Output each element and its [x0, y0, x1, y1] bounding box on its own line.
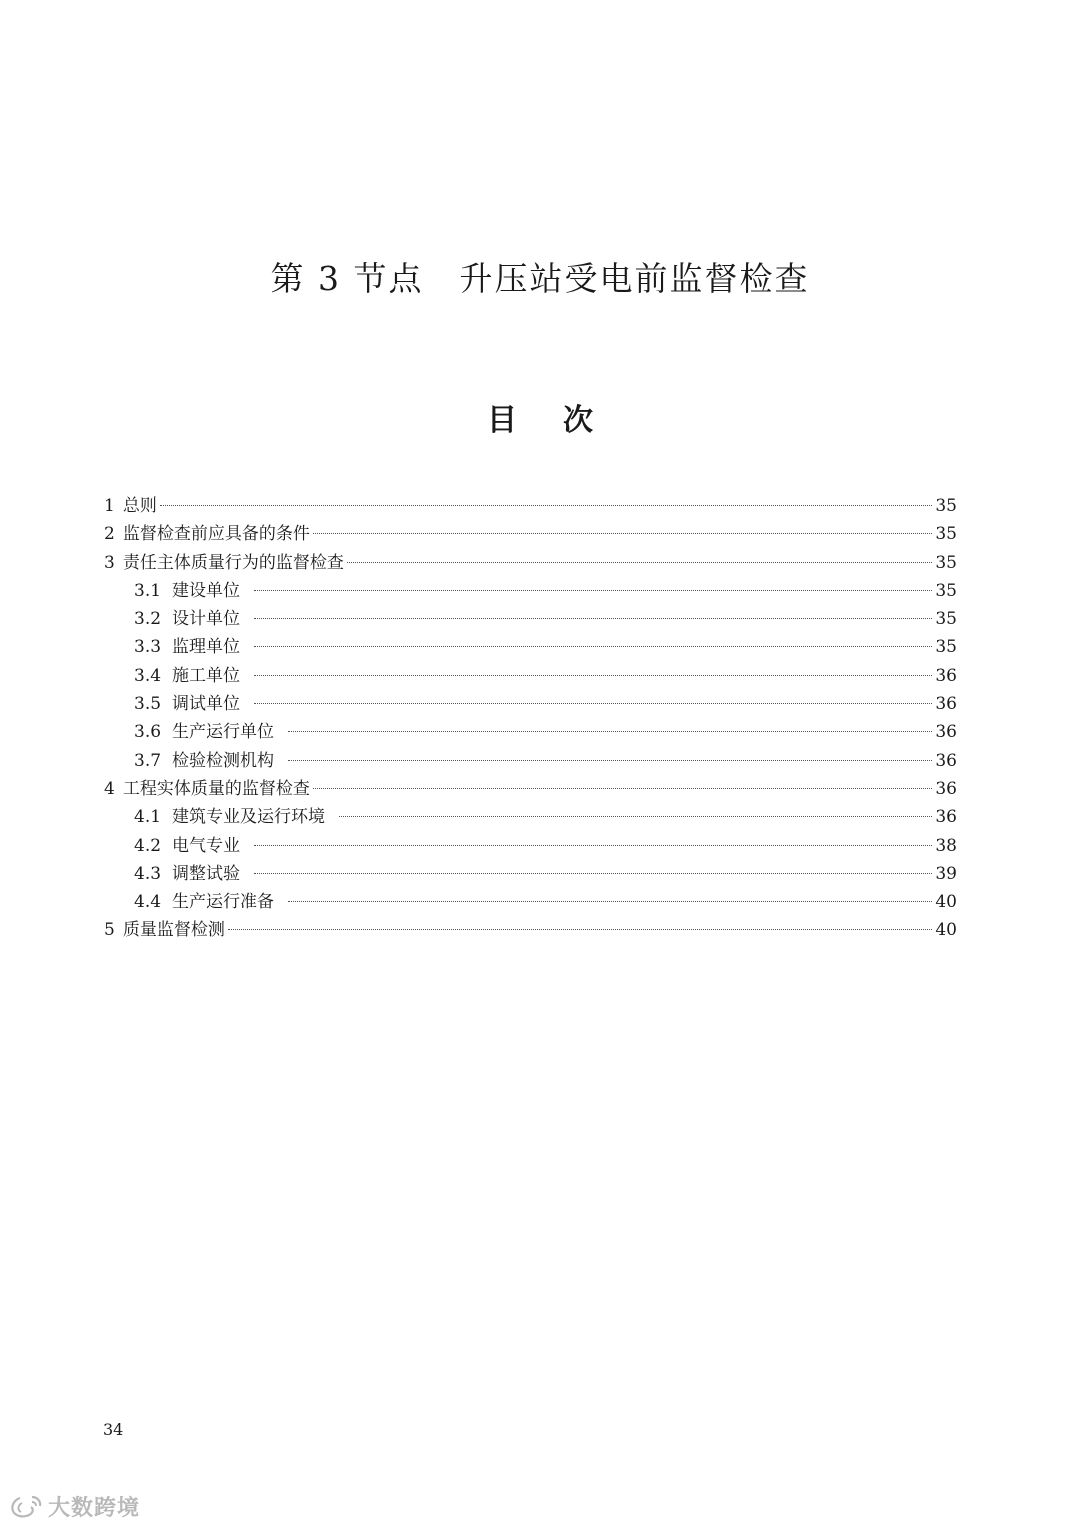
toc-dot-leader [347, 562, 933, 563]
toc-dot-leader [254, 590, 932, 591]
toc-entry[interactable] [104, 747, 957, 775]
toc-entry-title: 施工单位 [172, 665, 241, 686]
toc-entry-number: 3.6 [134, 722, 162, 743]
toc-entry[interactable] [104, 860, 957, 888]
toc-entry-page: 35 [935, 552, 957, 573]
toc-entry-number: 4.3 [134, 863, 162, 884]
toc-entry-title: 总则 [122, 496, 157, 516]
toc-entry-title: 监督检查前应具备的条件 [122, 524, 310, 545]
toc-entry[interactable] [104, 832, 957, 860]
toc-entry-number: 1 [104, 496, 115, 516]
toc-entry-page: 36 [935, 778, 957, 799]
watermark [10, 1491, 140, 1522]
toc-dot-leader [288, 901, 932, 902]
toc-entry-number: 3.3 [134, 637, 162, 658]
toc-entry-page: 35 [935, 609, 957, 630]
toc-entry[interactable] [104, 577, 957, 605]
toc-entry-title: 检验检测机构 [172, 750, 275, 771]
toc-entry[interactable] [104, 916, 957, 944]
toc-entry-page: 40 [935, 892, 957, 913]
toc-entry-page: 35 [935, 496, 957, 516]
toc-entry-number: 3 [104, 552, 115, 573]
toc-entry-page: 40 [935, 920, 957, 941]
toc-entry-number: 3.1 [134, 580, 162, 601]
toc-entry[interactable] [104, 803, 957, 831]
toc-entry[interactable] [104, 888, 957, 916]
toc-entry[interactable] [104, 492, 957, 520]
toc-entry-title: 生产运行单位 [172, 722, 275, 743]
weibo-logo-icon [10, 1494, 44, 1520]
toc-entry-title: 质量监督检测 [122, 920, 225, 941]
toc-entry-number: 4.2 [134, 835, 162, 856]
toc-entry[interactable] [104, 690, 957, 718]
toc-entry-page: 36 [935, 694, 957, 715]
toc-heading [0, 400, 1080, 442]
toc-entry-number: 5 [104, 920, 115, 941]
table-of-contents [104, 492, 957, 945]
toc-entry-title: 设计单位 [172, 609, 241, 630]
toc-entry-number: 3.4 [134, 665, 162, 686]
toc-dot-leader [254, 618, 932, 619]
toc-entry[interactable] [104, 549, 957, 577]
toc-entry-page: 36 [935, 722, 957, 743]
toc-dot-leader [254, 675, 932, 676]
toc-entry[interactable] [104, 662, 957, 690]
toc-dot-leader [313, 533, 933, 534]
toc-entry-title: 调整试验 [172, 863, 241, 884]
toc-dot-leader [160, 505, 933, 506]
page-number: 34 [103, 1420, 124, 1439]
toc-entry-title: 建设单位 [172, 580, 241, 601]
toc-entry-title: 调试单位 [172, 694, 241, 715]
toc-entry-title: 监理单位 [172, 637, 241, 658]
toc-dot-leader [228, 929, 933, 930]
section-title [0, 256, 1080, 302]
toc-entry[interactable] [104, 633, 957, 661]
toc-entry-number: 2 [104, 524, 115, 545]
toc-entry-page: 36 [935, 807, 957, 828]
toc-entry[interactable] [104, 520, 957, 548]
section-title-text: 升压站受电前监督检查 [459, 259, 810, 298]
toc-entry-page: 38 [935, 835, 957, 856]
toc-dot-leader [339, 816, 932, 817]
watermark-text: 大数跨境 [48, 1496, 141, 1521]
toc-dot-leader [254, 646, 932, 647]
section-label: 第 3 节点 [270, 259, 424, 298]
toc-entry-title: 工程实体质量的监督检查 [122, 778, 310, 799]
toc-entry[interactable] [104, 775, 957, 803]
toc-entry-number: 4.1 [134, 807, 162, 828]
toc-dot-leader [288, 760, 932, 761]
toc-entry-number: 3.7 [134, 750, 162, 771]
toc-entry-page: 39 [935, 863, 957, 884]
toc-entry-page: 36 [935, 750, 957, 771]
toc-heading-left: 目 [487, 403, 517, 438]
toc-dot-leader [288, 731, 932, 732]
toc-dot-leader [313, 788, 933, 789]
toc-entry-number: 4.4 [134, 892, 162, 913]
toc-dot-leader [254, 873, 932, 874]
toc-entry[interactable] [104, 605, 957, 633]
toc-entry-number: 3.2 [134, 609, 162, 630]
toc-entry-title: 建筑专业及运行环境 [172, 807, 326, 828]
toc-entry-number: 4 [104, 778, 115, 799]
toc-entry-title: 生产运行准备 [172, 892, 275, 913]
toc-entry-title: 电气专业 [172, 835, 241, 856]
toc-entry-page: 35 [935, 524, 957, 545]
toc-entry-page: 35 [935, 637, 957, 658]
toc-entry[interactable] [104, 718, 957, 746]
toc-dot-leader [254, 703, 932, 704]
toc-entry-page: 35 [935, 580, 957, 601]
toc-heading-right: 次 [563, 403, 593, 438]
toc-entry-number: 3.5 [134, 694, 162, 715]
toc-entry-title: 责任主体质量行为的监督检查 [122, 552, 344, 573]
toc-entry-page: 36 [935, 665, 957, 686]
toc-dot-leader [254, 845, 932, 846]
